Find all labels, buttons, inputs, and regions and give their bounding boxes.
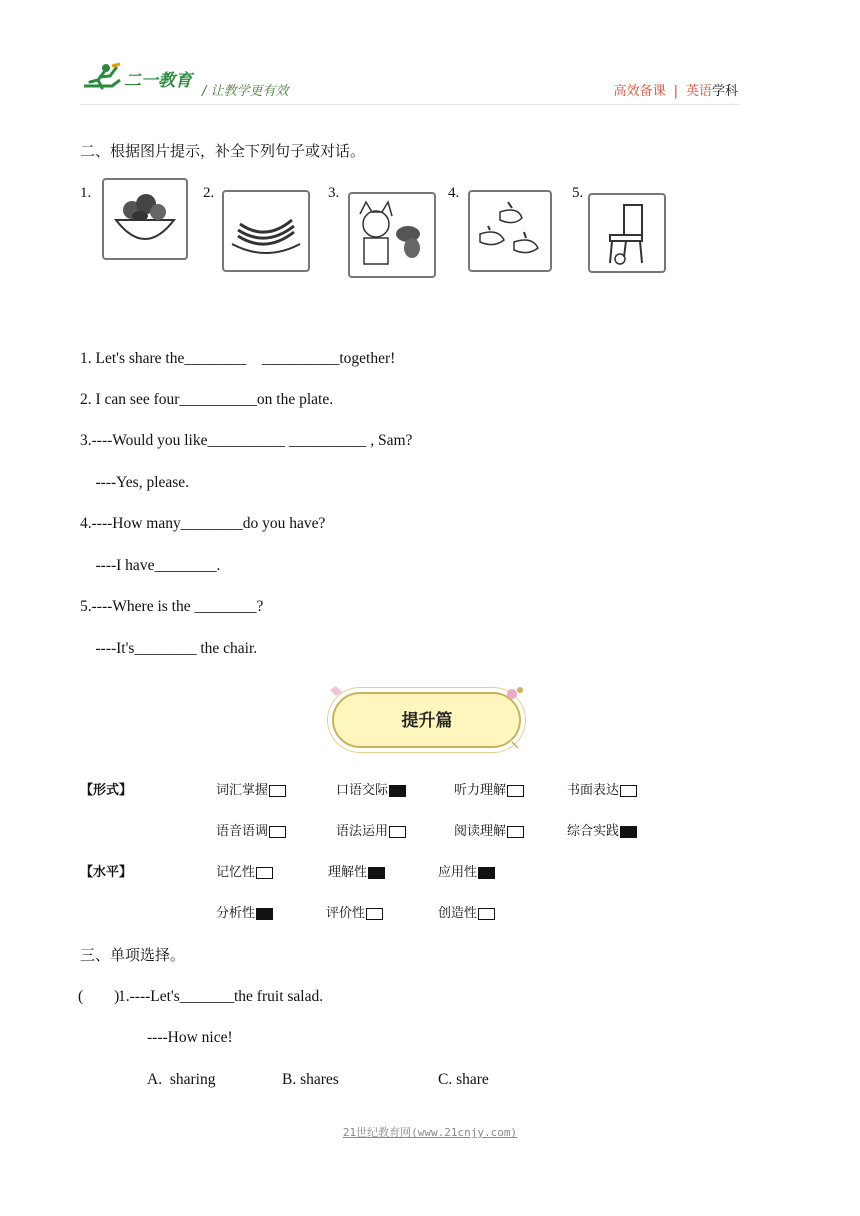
cat-with-food-icon bbox=[348, 192, 436, 278]
header-subject-plain: 学科 bbox=[711, 84, 738, 99]
checkbox-empty-icon bbox=[256, 867, 273, 879]
section3-heading: 三、单项选择。 bbox=[80, 946, 186, 964]
picture-number-5: 5. bbox=[572, 185, 584, 201]
form-item-writing bbox=[567, 779, 637, 798]
header-separator: | bbox=[673, 84, 678, 99]
form-item-label: 阅读理解 bbox=[454, 824, 507, 839]
form-item-speaking bbox=[336, 779, 406, 798]
banner-title: 提升篇 bbox=[401, 711, 453, 731]
checkbox-empty-icon bbox=[478, 908, 495, 920]
form-item-label: 听力理解 bbox=[454, 783, 507, 798]
header-right-part1: 高效备课 bbox=[613, 84, 666, 99]
picture-number-4: 4. bbox=[448, 185, 460, 201]
form-item-grammar bbox=[336, 820, 406, 839]
sentence-4-question: 4.----How many________do you have? bbox=[80, 515, 326, 532]
sentence-3-question: 3.----Would you like__________ __________ , Sam? bbox=[80, 432, 413, 449]
fruit-bowl-icon bbox=[102, 178, 188, 260]
checkbox-filled-icon bbox=[389, 785, 406, 797]
level-item-evaluation bbox=[326, 902, 383, 921]
picture-number-3: 3. bbox=[328, 185, 340, 201]
form-item-label: 综合实践 bbox=[567, 824, 620, 839]
level-item-label: 理解性 bbox=[328, 865, 368, 880]
form-label: 【形式】 bbox=[80, 783, 133, 798]
footer-link[interactable]: 21世纪教育网(www.21cnjy.com) bbox=[342, 1126, 518, 1139]
form-item-label: 语法运用 bbox=[336, 824, 389, 839]
form-item-label: 口语交际 bbox=[336, 783, 389, 798]
header-subject-colored: 英语 bbox=[685, 84, 712, 99]
question-1-stem: 1.----Let's_______the fruit salad. bbox=[118, 988, 324, 1005]
header-divider bbox=[80, 104, 740, 105]
form-item-practice bbox=[567, 820, 637, 839]
option-b: B. shares bbox=[282, 1071, 339, 1088]
form-item-listening bbox=[454, 779, 524, 798]
checkbox-empty-icon bbox=[269, 826, 286, 838]
question-1-reply: ----How nice! bbox=[147, 1029, 233, 1046]
section2-heading: 二、根据图片提示，补全下列句子或对话。 bbox=[80, 142, 366, 160]
form-item-vocabulary bbox=[216, 779, 286, 798]
level-item-label: 分析性 bbox=[216, 906, 256, 921]
slogan: / 让教学更有效 bbox=[202, 84, 289, 99]
level-item-label: 评价性 bbox=[326, 906, 366, 921]
chair-with-orange-icon bbox=[588, 193, 666, 273]
checkbox-empty-icon bbox=[507, 785, 524, 797]
level-item-label: 应用性 bbox=[438, 865, 478, 880]
level-item-label: 记忆性 bbox=[216, 865, 256, 880]
header-subject bbox=[614, 80, 738, 99]
form-item-label: 语音语调 bbox=[216, 824, 269, 839]
checkbox-filled-icon bbox=[256, 908, 273, 920]
checkbox-empty-icon bbox=[620, 785, 637, 797]
checkbox-empty-icon bbox=[389, 826, 406, 838]
option-c: C. share bbox=[438, 1071, 489, 1088]
checkbox-empty-icon bbox=[366, 908, 383, 920]
level-item-application bbox=[438, 861, 495, 880]
form-item-label: 词汇掌握 bbox=[216, 783, 269, 798]
level-item-analysis bbox=[216, 902, 273, 921]
sentence-4-answer: ----I have________. bbox=[80, 557, 221, 574]
sentence-3-answer: ----Yes, please. bbox=[80, 474, 190, 491]
level-item-creation bbox=[438, 902, 495, 921]
level-label: 【水平】 bbox=[80, 865, 133, 880]
sentence-2: 2. I can see four__________on the plate. bbox=[80, 391, 334, 408]
picture-number-1: 1. bbox=[80, 185, 92, 201]
checkbox-empty-icon bbox=[507, 826, 524, 838]
level-item-memory bbox=[216, 861, 273, 880]
level-banner bbox=[322, 684, 532, 756]
level-item-label: 创造性 bbox=[438, 906, 478, 921]
mangoes-icon bbox=[468, 190, 552, 272]
sentence-1: 1. Let's share the________ __________together! bbox=[80, 350, 396, 367]
sentence-5-answer: ----It's________ the chair. bbox=[80, 640, 258, 657]
checkbox-filled-icon bbox=[620, 826, 637, 838]
checkbox-filled-icon bbox=[478, 867, 495, 879]
form-item-label: 书面表达 bbox=[567, 783, 620, 798]
logo-text: 二一教育 bbox=[124, 71, 192, 91]
checkbox-empty-icon bbox=[269, 785, 286, 797]
checkbox-filled-icon bbox=[368, 867, 385, 879]
bananas-icon bbox=[222, 190, 310, 272]
answer-bracket: ( ) bbox=[78, 988, 120, 1005]
level-item-understanding bbox=[328, 861, 385, 880]
form-item-reading bbox=[454, 820, 524, 839]
option-a: A. sharing bbox=[147, 1071, 216, 1088]
picture-number-2: 2. bbox=[203, 185, 215, 201]
form-item-pronunciation bbox=[216, 820, 286, 839]
sentence-5-question: 5.----Where is the ________? bbox=[80, 598, 264, 615]
